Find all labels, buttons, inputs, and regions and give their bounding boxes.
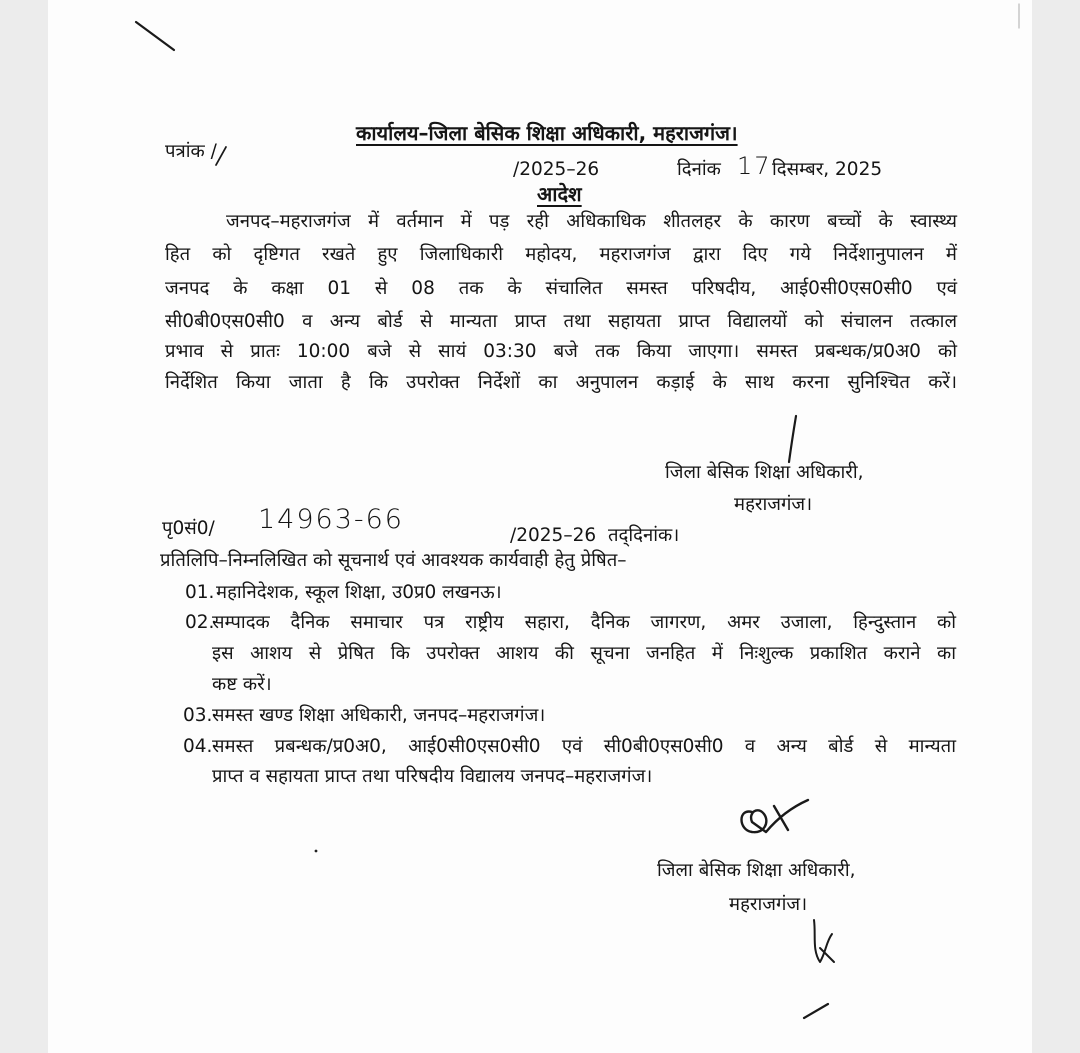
copy-item-1-number: 01.: [185, 582, 215, 603]
endorsement-date: तद्‌दिनांक।: [608, 525, 680, 546]
date-label: दिनांक: [677, 159, 721, 180]
copy-item-4-line-2: प्राप्त व सहायता प्राप्त तथा परिषदीय विद्यालय जनपद–महराजगंज।: [212, 766, 653, 787]
date-month-year: दिसम्बर, 2025: [772, 159, 883, 180]
body-line-4: सी0बी0एस0सी0 व अन्य बोर्ड से मान्यता प्राप्त तथा सहायता प्राप्त विद्यालयों को संचालन तत्काल: [165, 311, 957, 332]
signatory-2-place: महराजगंज।: [729, 894, 808, 915]
approval-stroke: [789, 416, 796, 462]
initials-tick: [814, 920, 834, 962]
patrank-label: पत्रांक /: [165, 141, 217, 162]
signatory-1-title: जिला बेसिक शिक्षा अधिकारी,: [665, 462, 864, 483]
copy-item-3-text: समस्त खण्ड शिक्षा अधिकारी, जनपद–महराजगंज।: [212, 705, 546, 726]
signatory-1-place: महराजगंज।: [734, 494, 813, 515]
patrank-slash: [216, 147, 226, 165]
copy-intro: प्रतिलिपि–निम्नलिखित को सूचनार्थ एवं आवश्यक कार्यवाही हेतु प्रेषित–: [160, 550, 627, 571]
signatory-2-title: जिला बेसिक शिक्षा अधिकारी,: [657, 860, 856, 881]
date-handwritten: 17: [737, 152, 772, 180]
copy-item-2-number: 02.: [185, 612, 215, 633]
body-line-3: जनपद के कक्षा 01 से 08 तक के संचालित समस्त परिषदीय, आई0सी0एस0सी0 एवं: [165, 278, 957, 299]
copy-item-2-line-3: कष्ट करें।: [212, 674, 272, 695]
order-heading: आदेश: [537, 182, 582, 206]
copy-item-4-line-1: समस्त प्रबन्धक/प्र0अ0, आई0सी0एस0सी0 एवं सी0बी0एस0सी0 व अन्य बोर्ड से मान्यता: [212, 736, 956, 757]
body-line-2: हित को दृष्टिगत रखते हुए जिलाधिकारी महोदय, महराजगंज द्वारा दिए गये निर्देशानुपालन में: [165, 244, 957, 265]
copy-item-2-line-2: इस आशय से प्रेषित कि उपरोक्त आशय की सूचना जनहित में निःशुल्क प्रकाशित कराने का: [212, 643, 956, 664]
copy-item-1-text: महानिदेशक, स्कूल शिक्षा, उ0प्र0 लखनऊ।: [216, 582, 502, 603]
copy-item-2-line-1: सम्पादक दैनिक समाचार पत्र राष्ट्रीय सहारा, दैनिक जागरण, अमर उजाला, हिन्दुस्तान को: [212, 612, 956, 633]
endorsement-number-handwritten: 14963-66: [258, 504, 404, 535]
stray-dot: [315, 850, 318, 853]
body-line-6: निर्देशित किया जाता है कि उपरोक्त निर्देशों का अनुपालन कड़ाई के साथ करना सुनिश्चित करें।: [165, 372, 957, 393]
body-line-1: जनपद–महराजगंज में वर्तमान में पड़ रही अधिकाधिक शीतलहर के कारण बच्चों के स्वास्थ्य: [226, 211, 957, 232]
endorsement-session: /2025–26: [510, 525, 597, 546]
copy-item-3-number: 03.: [183, 705, 213, 726]
endorsement-label: पृ0सं0/: [162, 518, 215, 539]
bottom-pen-stroke: [804, 1004, 828, 1018]
body-line-5: प्रभाव से प्रातः 10:00 बजे से सायं 03:30 बजे तक किया जाएगा। समस्त प्रबन्धक/प्र0अ0 को: [165, 341, 957, 362]
session-text: /2025–26: [513, 159, 600, 180]
office-header: कार्यालय–जिला बेसिक शिक्षा अधिकारी, महराजगंज।: [356, 121, 738, 145]
copy-item-4-number: 04.: [183, 736, 213, 757]
initials-signature: [742, 800, 809, 832]
corner-pen-stroke: [136, 22, 174, 50]
